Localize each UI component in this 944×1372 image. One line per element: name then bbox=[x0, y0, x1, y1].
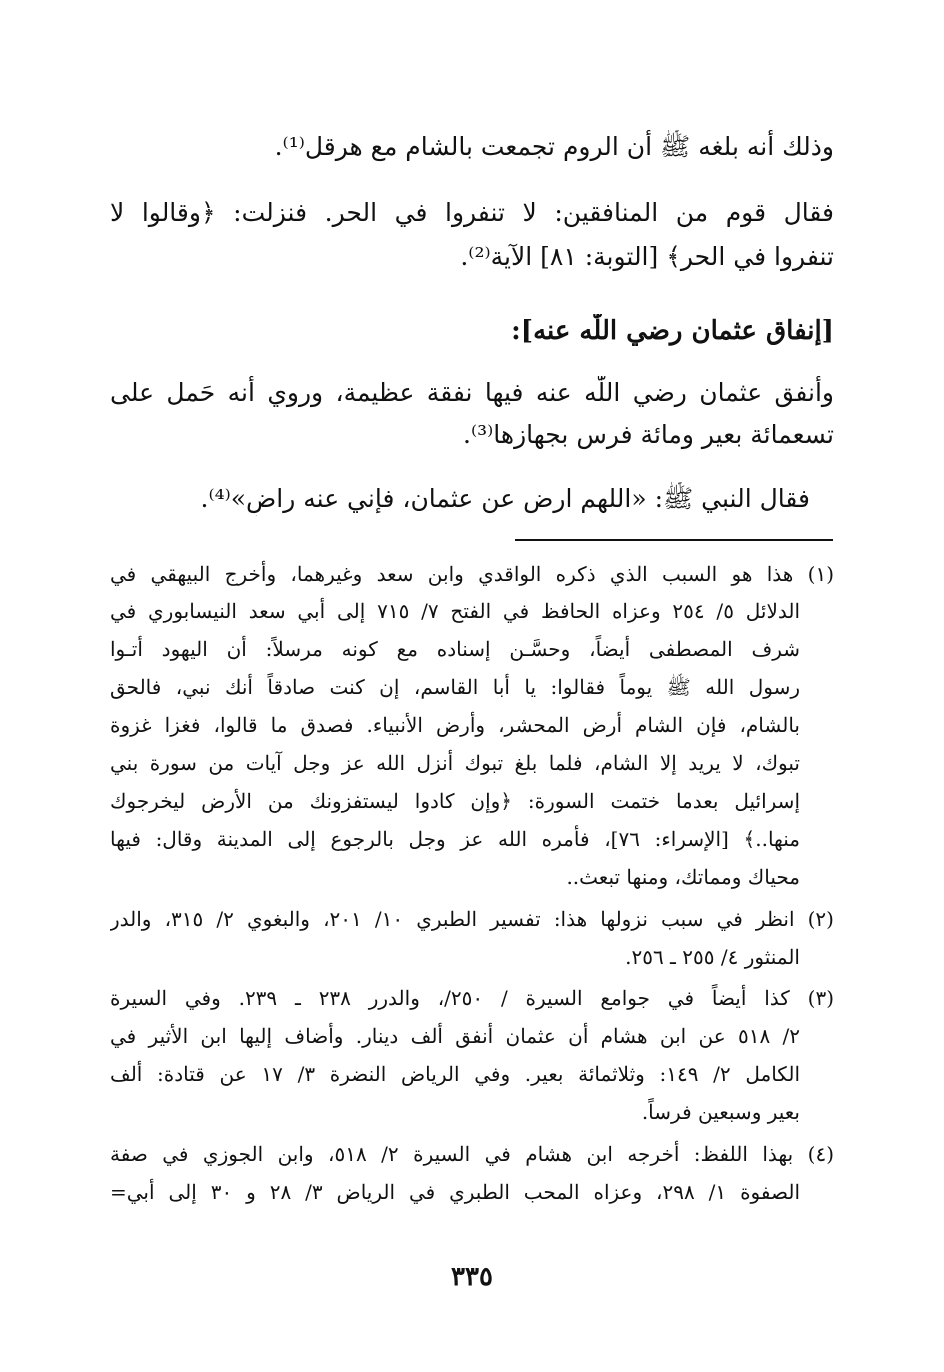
footnote-line: (٢) انظر في سبب نزولها هذا: تفسير الطبري ١٠/ ٢٠١، والبغوي ٢/ ٣١٥، والدر bbox=[110, 907, 834, 931]
section-heading: [إنفاق عثمان رضي اللّٰه عنه]: bbox=[511, 316, 834, 346]
paragraph-2-line-2: تنفروا في الحر﴾ [التوبة: ٨١] الآية⁽²⁾. bbox=[460, 242, 834, 271]
footnote-line: محياك ومماتك، ومنها تبعث.. bbox=[566, 865, 800, 889]
paragraph-4: فقال النبي ﷺ: «اللهم ارض عن عثمان، فإني عنه راضٍ»⁽⁴⁾. bbox=[200, 484, 810, 513]
paragraph-2-line-1: فقال قوم من المنافقين: لا تنفروا في الحر. فنزلت: ﴿وقالوا لا bbox=[110, 198, 834, 227]
footnote-line: المنثور ٤/ ٢٥٥ ـ ٢٥٦. bbox=[625, 945, 800, 969]
footnote-line: (١) هذا هو السبب الذي ذكره الواقدي وابن سعد وغيرهما، وأخرج البيهقي في bbox=[110, 562, 834, 586]
footnote-line: إسرائيل بعدما ختمت السورة: ﴿وإن كادوا ليستفزونك من الأرض ليخرجوك bbox=[110, 789, 800, 813]
paragraph-3-line-2: تسعمائة بعير ومائة فرس بجهازها⁽³⁾. bbox=[463, 420, 834, 449]
footnote-line: ٢/ ٥١٨ عن ابن هشام أن عثمان أنفق ألف دينار. وأضاف إليها ابن الأثير في bbox=[110, 1024, 800, 1048]
footnote-line: تبوك، لا يريد إلا الشام، فلما بلغ تبوك أنزل الله عز وجل آيات من سورة بني bbox=[110, 751, 800, 775]
page-number: ٣٣٥ bbox=[451, 1262, 493, 1292]
footnote-line: (٣) كذا أيضاً في جوامع السيرة / ٢٥٠/، والدرر ٢٣٨ ـ ٢٣٩. وفي السيرة bbox=[110, 986, 834, 1010]
footnote-line: الدلائل ٥/ ٢٥٤ وعزاه الحافظ في الفتح ٧/ ٧١٥ إلى أبي سعد النيسابوري في bbox=[110, 599, 800, 623]
footnote-line: (٤) بهذا اللفظ: أخرجه ابن هشام في السيرة ٢/ ٥١٨، وابن الجوزي في صفة bbox=[110, 1142, 834, 1166]
paragraph-3-line-1: وأنفق عثمان رضي اللّٰه عنه فيها نفقة عظيمة، وروي أنه حَمل على bbox=[110, 378, 834, 407]
footnote-line: الكامل ٢/ ١٤٩: وثلاثمائة بعير. وفي الرياض النضرة ٣/ ١٧ عن قتادة: ألف bbox=[110, 1062, 800, 1086]
footnote-line: بالشام، فإن الشام أرض المحشر، وأرض الأنبياء. فصدق ما قالوا، فغزا غزوة bbox=[110, 713, 800, 737]
footnote-line: رسول الله ﷺ يوماً فقالوا: يا أبا القاسم، إن كنت صادقاً أنك نبي، فالحق bbox=[110, 675, 800, 699]
paragraph-1: وذلك أنه بلغه ﷺ أن الروم تجمعت بالشام مع هرقل⁽¹⁾. bbox=[274, 132, 834, 161]
footnote-line: منها..﴾ [الإسراء: ٧٦]، فأمره الله عز وجل بالرجوع إلى المدينة وقال: فيها bbox=[110, 827, 800, 851]
footnote-line: شرف المصطفى أيضاً، وحسَّـن إسناده مع كونه مرسلاً: أن اليهود أتـوا bbox=[110, 637, 800, 661]
footnote-line: بعير وسبعين فرساً. bbox=[641, 1100, 800, 1124]
footnote-separator bbox=[515, 539, 833, 541]
footnote-line: الصفوة ١/ ٢٩٨، وعزاه المحب الطبري في الرياض ٣/ ٢٨ و ٣٠ إلى أبي= bbox=[110, 1180, 800, 1204]
